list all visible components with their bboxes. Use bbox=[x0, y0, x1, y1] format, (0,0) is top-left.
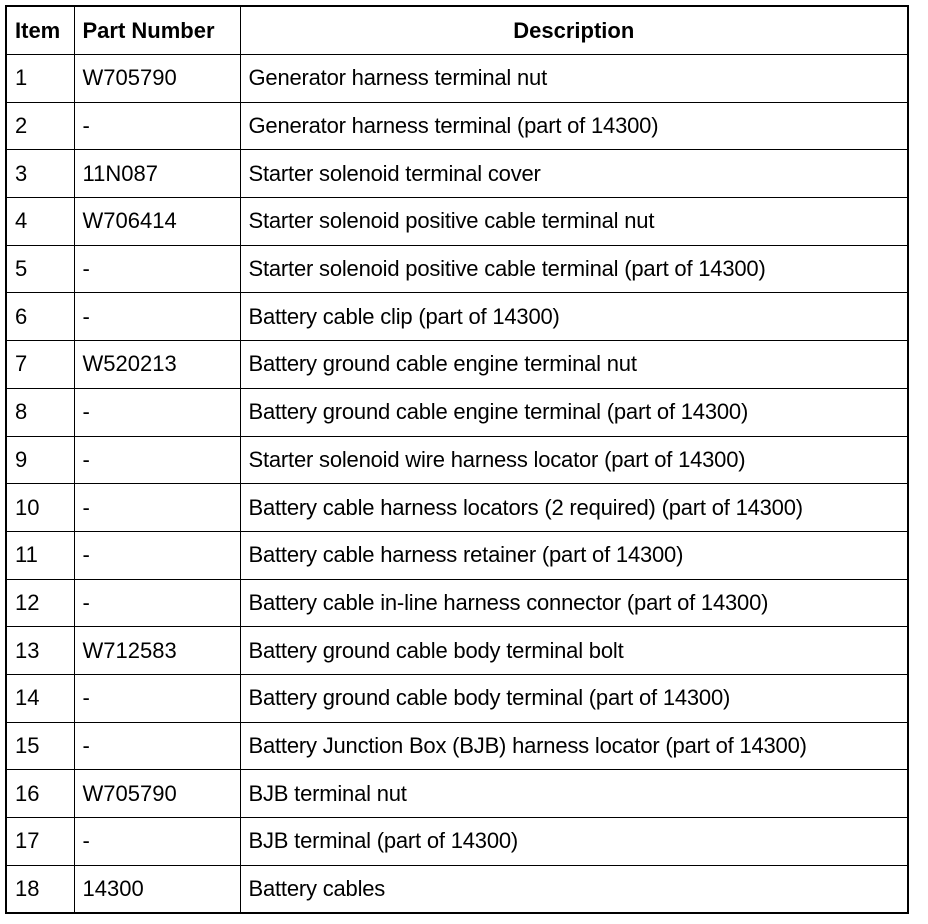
cell-part-number: - bbox=[74, 245, 240, 293]
parts-table-container bbox=[5, 5, 909, 914]
cell-part-number: - bbox=[74, 388, 240, 436]
cell-description: Battery ground cable engine terminal nut bbox=[240, 341, 908, 389]
cell-item: 6 bbox=[6, 293, 74, 341]
cell-description: Battery Junction Box (BJB) harness locator (part of 14300) bbox=[240, 722, 908, 770]
cell-description: BJB terminal nut bbox=[240, 770, 908, 818]
cell-part-number: - bbox=[74, 102, 240, 150]
cell-part-number: - bbox=[74, 531, 240, 579]
cell-description: Battery cable harness locators (2 required) (part of 14300) bbox=[240, 484, 908, 532]
cell-part-number: W705790 bbox=[74, 770, 240, 818]
cell-item: 13 bbox=[6, 627, 74, 675]
cell-item: 10 bbox=[6, 484, 74, 532]
cell-description: Starter solenoid positive cable terminal (part of 14300) bbox=[240, 245, 908, 293]
cell-description: Battery ground cable engine terminal (part of 14300) bbox=[240, 388, 908, 436]
table-row bbox=[6, 484, 908, 532]
cell-item: 1 bbox=[6, 55, 74, 103]
cell-description: Battery cables bbox=[240, 865, 908, 913]
cell-item: 18 bbox=[6, 865, 74, 913]
cell-description: Starter solenoid terminal cover bbox=[240, 150, 908, 198]
table-row bbox=[6, 579, 908, 627]
table-row bbox=[6, 102, 908, 150]
table-row bbox=[6, 150, 908, 198]
header-item: Item bbox=[6, 6, 74, 55]
cell-item: 9 bbox=[6, 436, 74, 484]
cell-item: 4 bbox=[6, 198, 74, 246]
cell-description: Battery cable clip (part of 14300) bbox=[240, 293, 908, 341]
table-row bbox=[6, 198, 908, 246]
cell-description: Generator harness terminal (part of 14300) bbox=[240, 102, 908, 150]
cell-part-number: 11N087 bbox=[74, 150, 240, 198]
cell-item: 2 bbox=[6, 102, 74, 150]
cell-description: Battery ground cable body terminal (part of 14300) bbox=[240, 674, 908, 722]
table-row bbox=[6, 531, 908, 579]
parts-table bbox=[5, 5, 909, 914]
cell-item: 8 bbox=[6, 388, 74, 436]
cell-part-number: W705790 bbox=[74, 55, 240, 103]
cell-part-number: - bbox=[74, 674, 240, 722]
table-row bbox=[6, 341, 908, 389]
cell-description: Battery cable harness retainer (part of 14300) bbox=[240, 531, 908, 579]
cell-description: Battery ground cable body terminal bolt bbox=[240, 627, 908, 675]
cell-item: 11 bbox=[6, 531, 74, 579]
table-row bbox=[6, 245, 908, 293]
cell-part-number: 14300 bbox=[74, 865, 240, 913]
cell-item: 3 bbox=[6, 150, 74, 198]
cell-part-number: - bbox=[74, 436, 240, 484]
table-row bbox=[6, 674, 908, 722]
cell-part-number: - bbox=[74, 293, 240, 341]
cell-description: Battery cable in-line harness connector (part of 14300) bbox=[240, 579, 908, 627]
cell-item: 14 bbox=[6, 674, 74, 722]
cell-part-number: W706414 bbox=[74, 198, 240, 246]
table-row bbox=[6, 627, 908, 675]
table-row bbox=[6, 770, 908, 818]
cell-part-number: - bbox=[74, 818, 240, 866]
cell-part-number: - bbox=[74, 722, 240, 770]
cell-item: 17 bbox=[6, 818, 74, 866]
table-header-row bbox=[6, 6, 908, 55]
cell-part-number: W520213 bbox=[74, 341, 240, 389]
table-row bbox=[6, 436, 908, 484]
table-row bbox=[6, 818, 908, 866]
cell-part-number: - bbox=[74, 484, 240, 532]
cell-description: BJB terminal (part of 14300) bbox=[240, 818, 908, 866]
cell-description: Starter solenoid positive cable terminal nut bbox=[240, 198, 908, 246]
cell-part-number: - bbox=[74, 579, 240, 627]
cell-item: 15 bbox=[6, 722, 74, 770]
cell-item: 12 bbox=[6, 579, 74, 627]
cell-item: 5 bbox=[6, 245, 74, 293]
table-row bbox=[6, 388, 908, 436]
header-description: Description bbox=[240, 6, 908, 55]
table-row bbox=[6, 722, 908, 770]
cell-part-number: W712583 bbox=[74, 627, 240, 675]
cell-description: Generator harness terminal nut bbox=[240, 55, 908, 103]
table-row bbox=[6, 55, 908, 103]
table-row bbox=[6, 865, 908, 913]
cell-item: 7 bbox=[6, 341, 74, 389]
header-part-number: Part Number bbox=[74, 6, 240, 55]
table-row bbox=[6, 293, 908, 341]
cell-description: Starter solenoid wire harness locator (part of 14300) bbox=[240, 436, 908, 484]
cell-item: 16 bbox=[6, 770, 74, 818]
